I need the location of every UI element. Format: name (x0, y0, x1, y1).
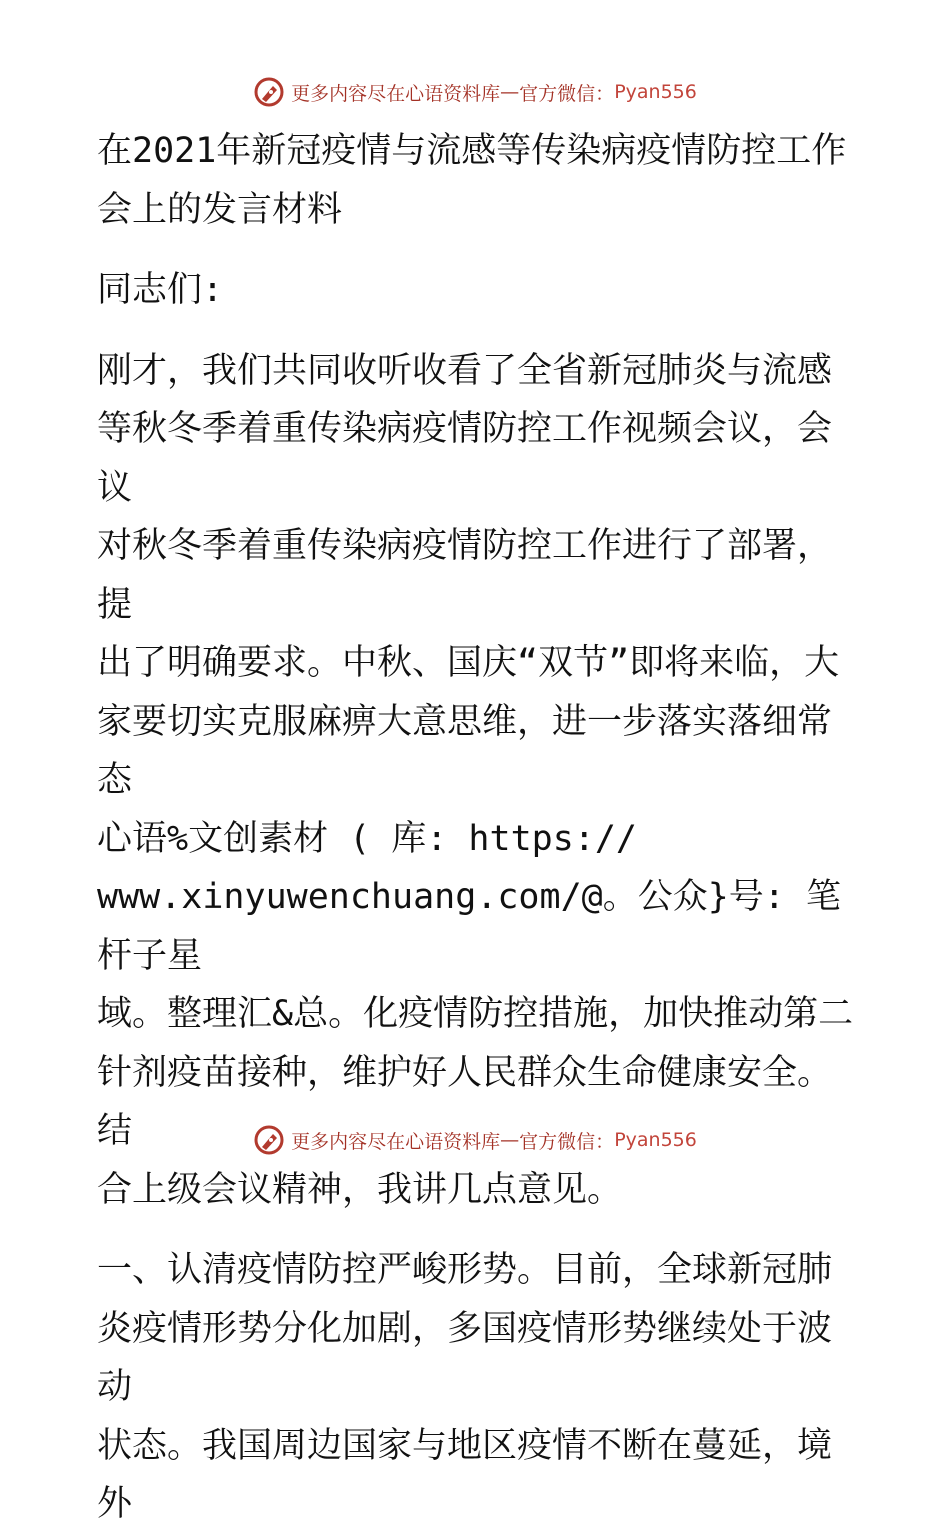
paragraph-line: 炎疫情形势分化加剧，多国疫情形势继续处于波动 (97, 1308, 833, 1407)
paragraph-line: 心语%文创素材 ( 库: https:// (97, 818, 638, 859)
watermark-banner-top (0, 72, 950, 112)
watermark-dash: — (500, 1129, 520, 1151)
spacer (97, 320, 857, 342)
paragraph-line: 一、认清疫情防控严峻形势。目前，全球新冠肺 (97, 1250, 833, 1290)
document-body (97, 122, 857, 1534)
watermark-text: 更多内容尽在心语资料库 (291, 82, 501, 105)
paragraph-line: 家要切实克服麻痹大意思维，进一步落实落细常态 (97, 701, 833, 800)
watermark-wechat-label: 官方微信： (519, 82, 615, 105)
watermark-wechat-id: Pyan556 (614, 81, 697, 103)
pen-nib-logo-icon (253, 1124, 285, 1156)
watermark-wechat-id: Pyan556 (614, 1129, 697, 1151)
paragraph-line: 对秋冬季着重传染病疫情防控工作进行了部署，提 (97, 526, 833, 625)
pen-nib-logo-icon (253, 76, 285, 108)
watermark-dash: — (500, 81, 520, 103)
paragraph-line: 刚才，我们共同收听收看了全省新冠肺炎与流感 (97, 350, 833, 391)
paragraph-line: 状态。我国周边国家与地区疫情不断在蔓延，境外 (97, 1425, 833, 1524)
watermark-text: 更多内容尽在心语资料库 (291, 1130, 501, 1153)
watermark-wechat-label: 官方微信： (519, 1130, 615, 1153)
doc-title-line: 在2021年新冠疫情与流感等传染病疫情防控工作 (97, 131, 847, 171)
paragraph-line: 等秋冬季着重传染病疫情防控工作视频会议，会议 (97, 409, 833, 508)
paragraph-line: 域。整理汇&总。化疫情防控措施，加快推动第二 (97, 994, 854, 1034)
spacer (97, 239, 857, 261)
doc-title-line: 会上的发言材料 (97, 189, 343, 230)
paragraph-line: www.xinyuwenchuang.com/@。公众}号: 笔杆子星 (97, 877, 841, 976)
spacer (97, 1219, 857, 1241)
paragraph-line: 出了明确要求。中秋、国庆“双节”即将来临，大 (97, 643, 840, 683)
salutation: 同志们: (97, 270, 224, 310)
paragraph-line: 合上级会议精神，我讲几点意见。 (97, 1169, 623, 1210)
paragraph-line: 针剂疫苗接种，维护好人民群众生命健康安全。结 (97, 1052, 833, 1151)
watermark-banner-bottom (0, 1120, 950, 1160)
